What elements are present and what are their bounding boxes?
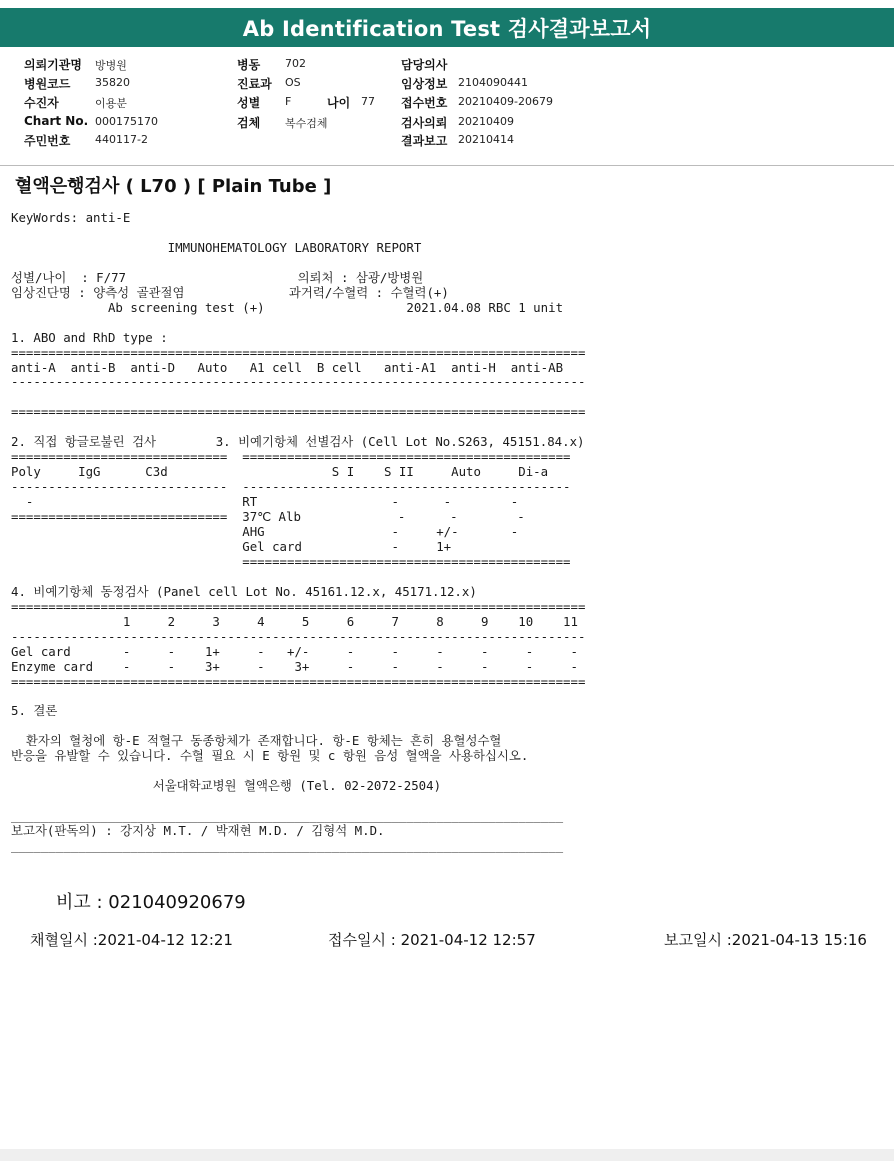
info-label: 성별 [237, 96, 261, 110]
info-value: 20210409-20679 [458, 95, 553, 108]
info-value: 20210414 [458, 133, 514, 146]
info-value: 이용분 [95, 97, 127, 110]
info-label: 결과보고 [401, 134, 448, 148]
remark-value: 021040920679 [108, 892, 246, 913]
header-divider [0, 165, 894, 166]
receipt-datetime-label: 접수일시 : [328, 931, 401, 949]
info-label: Chart No. [24, 114, 89, 128]
report-datetime-label: 보고일시 : [664, 931, 732, 949]
info-label: 진료과 [237, 77, 272, 91]
report-datetime-value: 2021-04-13 15:16 [731, 931, 867, 949]
collection-datetime-value: 2021-04-12 12:21 [97, 931, 233, 949]
lab-report-body: KeyWords: anti-E IMMUNOHEMATOLOGY LABORATORY REPORT 성별/나이 : F/77 의뢰처 : 삼광/방병원 임상진단명 : 양측성 골관절염 과거력/수혈력 : 수혈력(+) Ab screening test (+) 2021.04.08 RBC 1 unit 1. ABO and RhD type : ============================================================================= anti-A anti-B anti-D Auto A1 cell B cell anti-A1 anti-H anti-AB ----------------------------------------------------------------------------- ============================================================================= 2. 직접 항글로불린 검사 3. 비예기항체 선별검사 (Cell Lot No.S263, 45151.84.x) ============================= ============================================ Poly IgG C3d S I S II Auto Di-a ----------------------------- -------------------------------------------- - RT - - - ============================= 37℃ Alb - - - AHG - +/- - Gel card - 1+ ============================================ 4. 비예기항체 동정검사 (Panel cell Lot No. 45161.12.x, 45171.12.x) ============================================================================= 1 2 3 4 5 6 7 8 9 10 11 ----------------------------------------------------------------------------- Gel card - - 1+ - +/- - - - - - - Enzyme card - - 3+ - 3+ - - - - - - ============================================================================= 5. 결론 환자의 혈청에 항-E 적혈구 동종항체가 존재합니다. 항-E 항체는 흔히 용혈성수혈 반응을 유발할 수 있습니다. 수혈 필요 시 E 항원 및 c 항원 음성 혈액을 사용하십시오. 서울대학교병원 혈액은행 (Tel. 02-2072-2504) __________________________________________________________________________ 보고자(판독의) : 강지상 M.T. / 박재현 M.D. / 김형석 M.D. __________________________________________________________________________ [11, 210, 586, 854]
collection-datetime-label: 채혈일시 : [30, 931, 98, 949]
info-label: 임상정보 [401, 77, 448, 91]
info-label: 나이 [327, 96, 351, 110]
report-title-banner [0, 8, 894, 47]
info-value: 000175170 [95, 115, 158, 128]
info-value: 복수검체 [285, 117, 328, 130]
info-label: 주민번호 [24, 134, 71, 148]
info-value: F [285, 95, 292, 108]
info-label: 접수번호 [401, 96, 448, 110]
info-value: 20210409 [458, 115, 514, 128]
info-value: 방병원 [95, 59, 127, 72]
info-label: 검사의뢰 [401, 116, 448, 130]
test-section-title: 혈액은행검사 ( L70 ) [ Plain Tube ] [15, 176, 332, 197]
remark-line [56, 888, 246, 914]
info-label: 의뢰기관명 [24, 58, 82, 72]
info-value: 2104090441 [458, 76, 528, 89]
bottom-bar [0, 1149, 894, 1161]
info-value: 440117-2 [95, 133, 148, 146]
report-datetime [664, 929, 867, 950]
info-label: 수진자 [24, 96, 59, 110]
info-label: 검체 [237, 116, 261, 130]
info-label: 병동 [237, 58, 261, 72]
receipt-datetime-value: 2021-04-12 12:57 [400, 931, 536, 949]
info-label: 병원코드 [24, 77, 71, 91]
receipt-datetime [328, 929, 536, 950]
patient-info-header [0, 52, 894, 164]
info-value: OS [285, 76, 301, 89]
report-title: Ab Identification Test 검사결과보고서 [242, 16, 652, 41]
info-value: 35820 [95, 76, 130, 89]
info-label: 담당의사 [401, 58, 448, 72]
info-value: 77 [361, 95, 375, 108]
remark-label: 비고 : [56, 892, 109, 913]
info-value: 702 [285, 57, 306, 70]
collection-datetime [30, 929, 233, 950]
